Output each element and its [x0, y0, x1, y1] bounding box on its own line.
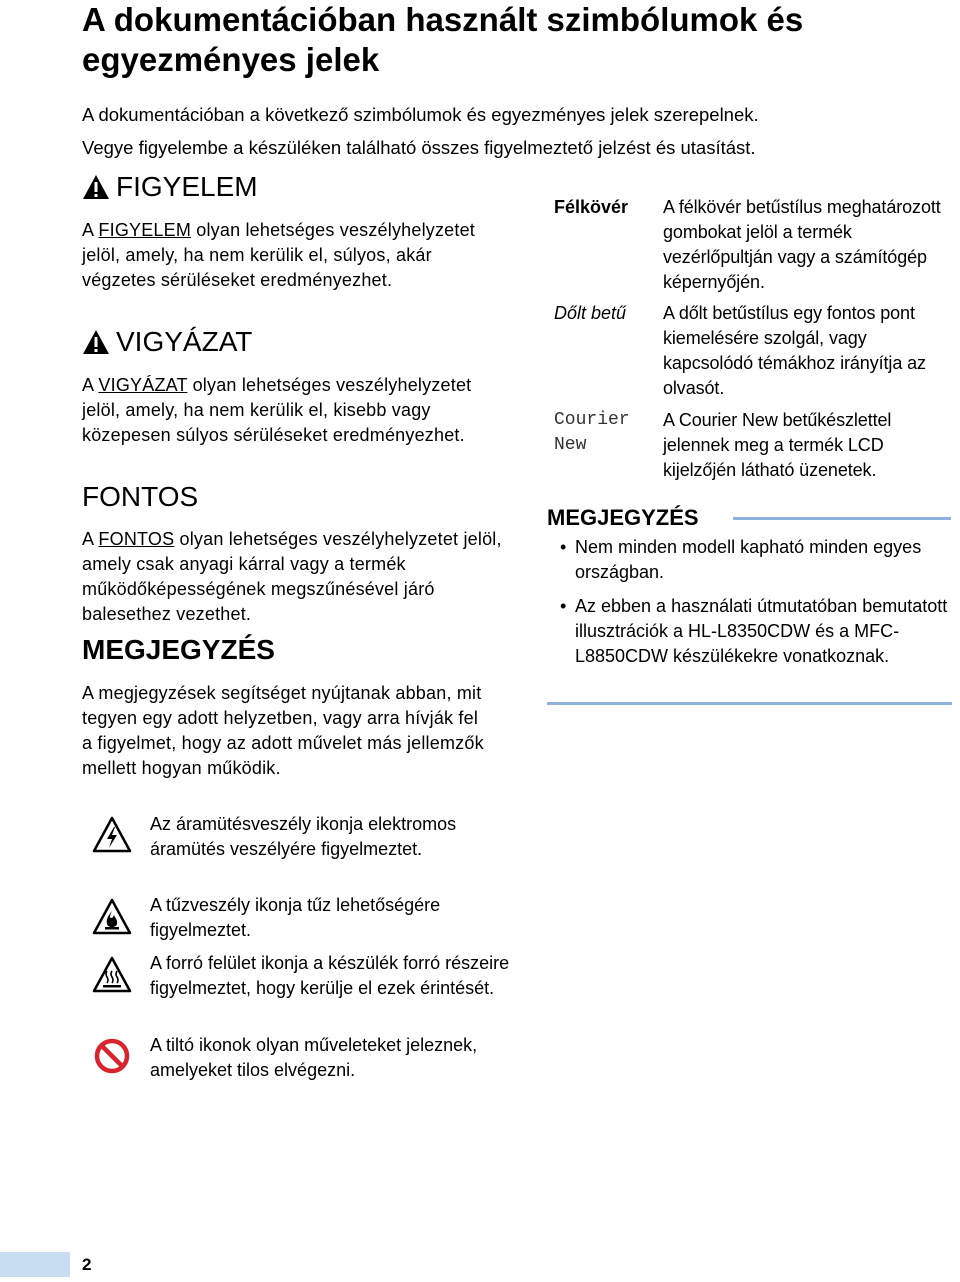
note-bullet-item	[560, 535, 950, 585]
note-box-heading: MEGJEGYZÉS	[547, 505, 699, 530]
important-paragraph	[82, 527, 502, 627]
warning-keyword: FIGYELEM	[98, 220, 192, 240]
bullet-dot: •	[560, 596, 567, 616]
note-paragraph: A megjegyzések segítséget nyújtanak abban, mit tegyen egy adott helyzetben, vagy arra hívják fel a figyelmet, hogy az adott művelet más jellemzők mellett hogyan működik.	[82, 683, 484, 778]
page-number: 2	[82, 1255, 92, 1274]
important-heading: FONTOS	[82, 481, 199, 512]
hot-surface-text: A forró felület ikonja a készülék forró részeire figyelmeztet, hogy kerülje el ezek érintését.	[150, 953, 510, 998]
bullet-dot: •	[560, 537, 567, 557]
term-bold: Félkövér	[554, 197, 629, 217]
important-keyword: FONTOS	[98, 529, 175, 549]
warning-prefix: A	[82, 220, 99, 240]
caution-prefix: A	[82, 375, 99, 395]
term-courier-line1: Courier	[554, 410, 630, 430]
warning-heading-text: FIGYELEM	[116, 171, 258, 202]
caution-paragraph	[82, 373, 502, 448]
important-prefix: A	[82, 529, 99, 549]
warning-heading	[82, 170, 258, 204]
important-text: olyan lehetséges veszélyhelyzetet jelöl, amely csak anyagi kárral vagy a termék működőképességének megszűnésével járó balesethez vezethet.	[82, 529, 502, 624]
caution-text: olyan lehetséges veszélyhelyzetet jelöl, amely, ha nem kerülik el, kisebb vagy közepesen súlyos sérüléseket eredményezhet.	[82, 375, 472, 445]
prohibition-icon	[92, 1036, 132, 1076]
prohibition-text: A tiltó ikonok olyan műveleteket jeleznek, amelyeket tilos elvégezni.	[150, 1035, 478, 1080]
note-bullet-text: Az ebben a használati útmutatóban bemutatott illusztrációk a HL-L8350CDW és a MFC-L8850CDW készülékekre vonatkoznak.	[575, 596, 948, 666]
intro-line-1: A dokumentációban a következő szimbólumok és egyezményes jelek szerepelnek.	[82, 104, 759, 125]
note-box-bottom-rule	[547, 702, 952, 705]
caution-triangle-icon	[82, 329, 110, 355]
desc-italic: A dőlt betűstílus egy fontos pont kiemelésére szolgál, vagy kapcsolódó témákhoz irányítja az olvasót.	[663, 303, 926, 398]
caution-heading-text: VIGYÁZAT	[116, 326, 253, 357]
warning-text: olyan lehetséges veszélyhelyzetet jelöl, amely, ha nem kerülik el, súlyos, akár végzetes sérüléseket eredményezhet.	[82, 220, 476, 290]
electric-shock-text: Az áramütésveszély ikonja elektromos áramütés veszélyére figyelmeztet.	[150, 814, 457, 859]
term-courier-line2: New	[554, 435, 587, 455]
caution-keyword: VIGYÁZAT	[98, 375, 188, 395]
electric-shock-icon	[92, 815, 132, 855]
intro-line-2: Vegye figyelembe a készüléken található összes figyelmeztető jelzést és utasítást.	[82, 137, 756, 158]
term-italic: Dőlt betű	[554, 303, 627, 323]
page-tab	[0, 1252, 70, 1277]
note-bullet-text: Nem minden modell kapható minden egyes országban.	[575, 537, 922, 582]
note-heading: MEGJEGYZÉS	[82, 634, 275, 665]
note-bullet-item	[560, 594, 950, 669]
hot-surface-icon	[92, 955, 132, 995]
caution-heading	[82, 325, 252, 359]
page-title: A dokumentációban használt szimbólumok és egyezményes jelek	[82, 1, 804, 78]
warning-paragraph	[82, 218, 502, 293]
warning-triangle-icon	[82, 174, 110, 200]
desc-bold: A félkövér betűstílus meghatározott gombokat jelöl a termék vezérlőpultján vagy a számítógép képernyőjén.	[663, 197, 941, 292]
fire-hazard-icon	[92, 897, 132, 937]
note-box-top-rule	[733, 517, 951, 520]
fire-hazard-text: A tűzveszély ikonja tűz lehetőségére figyelmeztet.	[150, 895, 441, 940]
desc-courier: A Courier New betűkészlettel jelennek meg a termék LCD kijelzőjén látható üzenetek.	[663, 410, 892, 480]
